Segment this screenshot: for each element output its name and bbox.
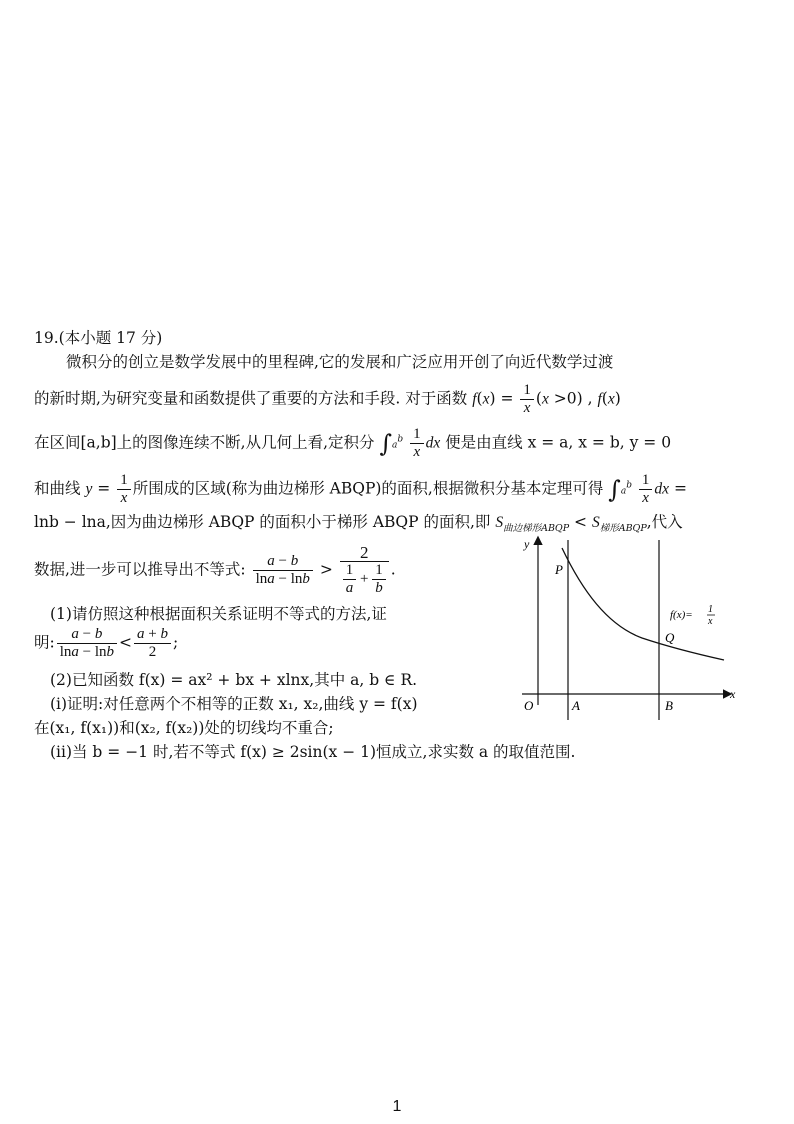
part2-ii-line: (ii)当 b = −1 时,若不等式 f(x) ≥ 2sin(x − 1)恒成立,求实数 a 的取值范围. <box>50 743 576 761</box>
label-Q: Q <box>665 630 675 645</box>
fraction-1-over-x: $\frac{1}{x}$ <box>520 382 534 417</box>
intro-text: ,代入 <box>646 513 683 531</box>
intro-line-5: lnb − lna,因为曲边梯形 ABQP 的面积小于梯形 ABQP 的面积,即 $S_{曲边梯形ABQP} < S_{梯形ABQP}$,代入 <box>34 513 683 534</box>
part2-line: (2)已知函数 f(x) = ax² + bx + xlnx,其中 a, b ∈ R. <box>50 671 418 689</box>
intro-text: 数据,进一步可以推导出不等式: <box>34 560 246 579</box>
curve-label-fraction: 1 <box>708 604 713 615</box>
label-A: A <box>572 698 580 713</box>
intro-line-6: 数据,进一步可以推导出不等式: $\frac{a - b}{\ln a - \ln b}$ > 2 $\frac{1}{a}$ + $\frac{1}{b}$ . <box>34 543 396 596</box>
svg-text:x: x <box>708 616 713 627</box>
part1-line-1: (1)请仿照这种根据面积关系证明不等式的方法,证 <box>50 605 387 623</box>
intro-line-3: 在区间[a,b]上的图像连续不断,从几何上看,定积分 $\int a^b$ $\frac{1}{x}$ dx 便是由直线 x = a, x = b, y = 0 <box>34 426 672 460</box>
intro-line-4: 和曲线 y = $\frac{1}{x}$ 所围成的区域(称为曲边梯形 ABQP)的面积,根据微积分基本定理可得 $\int a^b$ $\frac{1}{x}$ dx = <box>34 472 687 506</box>
intro-text: lnb − lna,因为曲边梯形 ABQP 的面积小于梯形 ABQP 的面积,即 <box>34 513 491 531</box>
intro-text: 所围成的区域(称为曲边梯形 ABQP)的面积,根据微积分基本定理可得 <box>132 479 604 498</box>
intro-text: 在区间[a,b]上的图像连续不断,从几何上看,定积分 <box>34 433 375 452</box>
intro-text: 和曲线 <box>34 479 81 498</box>
intro-text: 明: <box>34 633 55 652</box>
curve-1-over-x <box>562 548 724 660</box>
label-O: O <box>524 698 534 713</box>
page-number: 1 <box>392 1098 402 1115</box>
label-y: y <box>524 537 530 551</box>
part2-i-line-1: (i)证明:对任意两个不相等的正数 x₁, x₂,曲线 y = f(x) <box>50 695 418 713</box>
intro-line-1: 微积分的创立是数学发展中的里程碑,它的发展和广泛应用开创了向近代数学过渡 <box>66 353 614 371</box>
label-B: B <box>665 698 673 713</box>
part2-i-line-2: 在(x₁, f(x₁))和(x₂, f(x₂))处的切线均不重合; <box>34 719 334 737</box>
intro-text: 的新时期,为研究变量和函数提供了重要的方法和手段. 对于函数 <box>34 389 468 408</box>
problem-points: (本小题 17 分) <box>58 329 163 347</box>
part1-line-2: 明: $\frac{a - b}{\ln a - \ln b}$ < $\frac{a + b}{2}$ ; <box>34 626 179 660</box>
problem-header <box>34 328 162 348</box>
intro-text: 便是由直线 x = a, x = b, y = 0 <box>445 433 672 452</box>
intro-line-2: 的新时期,为研究变量和函数提供了重要的方法和手段. 对于函数 f(x) = $\frac{1}{x}$ (x >0) , f(x) <box>34 382 621 416</box>
function-graph-figure <box>512 530 752 720</box>
problem-number: 19. <box>34 329 59 347</box>
curve-label: f(x)= <box>670 609 693 621</box>
label-x: x <box>730 687 736 701</box>
label-P: P <box>555 562 563 577</box>
